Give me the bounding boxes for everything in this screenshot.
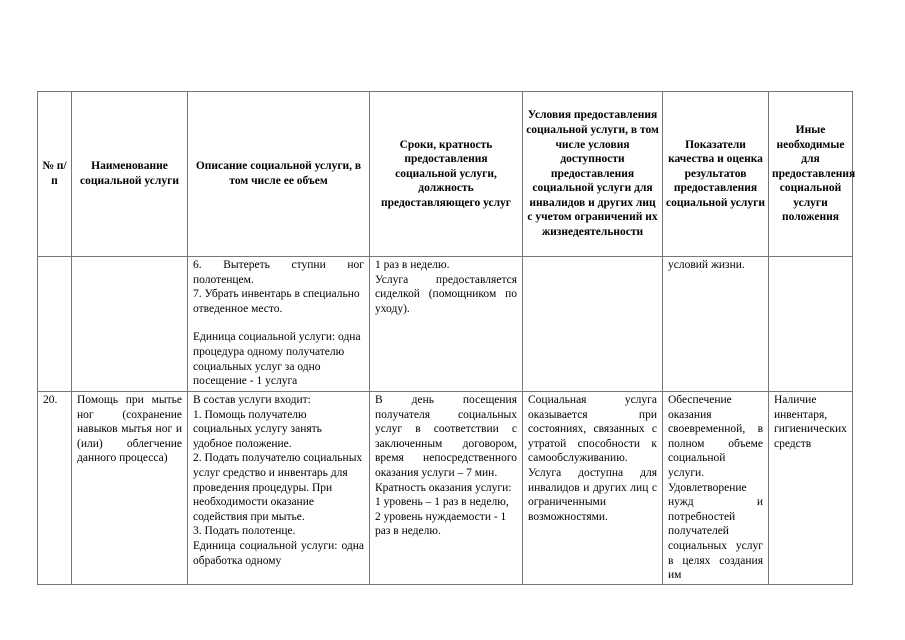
cell-number: 20. <box>38 392 72 585</box>
cell-description <box>188 392 370 585</box>
terms-line: В день посещения получателя социальных услуг в соответствии с заключенным договором, время непосредственного оказания услуги – 7 мин. <box>375 394 517 479</box>
desc-line: 1. Помощь получателю социальных услугу занять удобное положение. <box>193 408 322 450</box>
header-quality: Показатели качества и оценка результатов предоставления социальной услуги <box>663 92 769 257</box>
header-other: Иные необходимые для предоставления социальной услуги положения <box>769 92 853 257</box>
cell-other: Наличие инвентаря, гигиенических средств <box>769 392 853 585</box>
desc-line: 2. Подать получателю социальных услуг средство и инвентарь для проведения процедуры. При необходимости оказание содействия при мытье. <box>193 452 363 523</box>
table-row <box>38 257 853 392</box>
cell-conditions: Социальная услуга оказывается при состояниях, связанных с утратой способности к самообслуживанию. Услуга доступна для инвалидов и других лиц с ограниченными возможностями. <box>523 392 663 585</box>
terms-line: 1 раз в неделю. <box>375 259 450 271</box>
cell-other <box>769 257 853 392</box>
services-table <box>37 91 856 585</box>
desc-line: В состав услуги входит: <box>193 394 311 406</box>
terms-line: Услуга предоставляется сиделкой (помощником по уходу). <box>375 273 517 315</box>
terms-line: 1 уровень – 1 раз в неделю, <box>375 496 509 509</box>
cell-quality: Обеспечение оказания своевременной, в полном объеме социальной услуги. Удовлетворение нужд и потребностей получателей социальных услуг в целях создания им <box>663 392 769 585</box>
cell-number <box>38 257 72 392</box>
desc-line: 6. Вытереть ступни ног полотенцем. <box>193 259 364 286</box>
cell-conditions <box>523 257 663 392</box>
header-number: № п/п <box>38 92 72 257</box>
header-service-name: Наименование социальной услуги <box>72 92 188 257</box>
table-row <box>38 392 853 585</box>
desc-line: 7. Убрать инвентарь в специально отведенное место. <box>193 288 360 315</box>
cell-service-name: Помощь при мытье ног (сохранение навыков мытья ног и (или) облегчение данного процесса) <box>72 392 188 585</box>
cell-description <box>188 257 370 392</box>
desc-spacer <box>193 316 364 330</box>
header-row <box>38 92 853 257</box>
cell-terms <box>370 392 523 585</box>
header-description: Описание социальной услуги, в том числе ее объем <box>188 92 370 257</box>
cell-quality: условий жизни. <box>663 257 769 392</box>
terms-line: Кратность оказания услуги: <box>375 481 512 494</box>
cell-terms <box>370 257 523 392</box>
desc-line: Единица социальной услуги: одна обработка одному <box>193 539 364 567</box>
header-conditions: Условия предоставления социальной услуги, в том числе условия доступности предоставления социальной услуги для инвалидов и других лиц с учетом ограничений их жизнедеятельности <box>523 92 663 257</box>
terms-line: 2 уровень нуждаемости - 1 раз в неделю. <box>375 510 507 538</box>
desc-line: Единица социальной услуги: одна процедура одному получателю социальных услуг за одно посещение - 1 услуга <box>193 331 361 388</box>
header-terms: Сроки, кратность предоставления социальной услуги, должность предоставляющего услуг <box>370 92 523 257</box>
desc-line: 3. Подать полотенце. <box>193 525 296 538</box>
cell-service-name <box>72 257 188 392</box>
